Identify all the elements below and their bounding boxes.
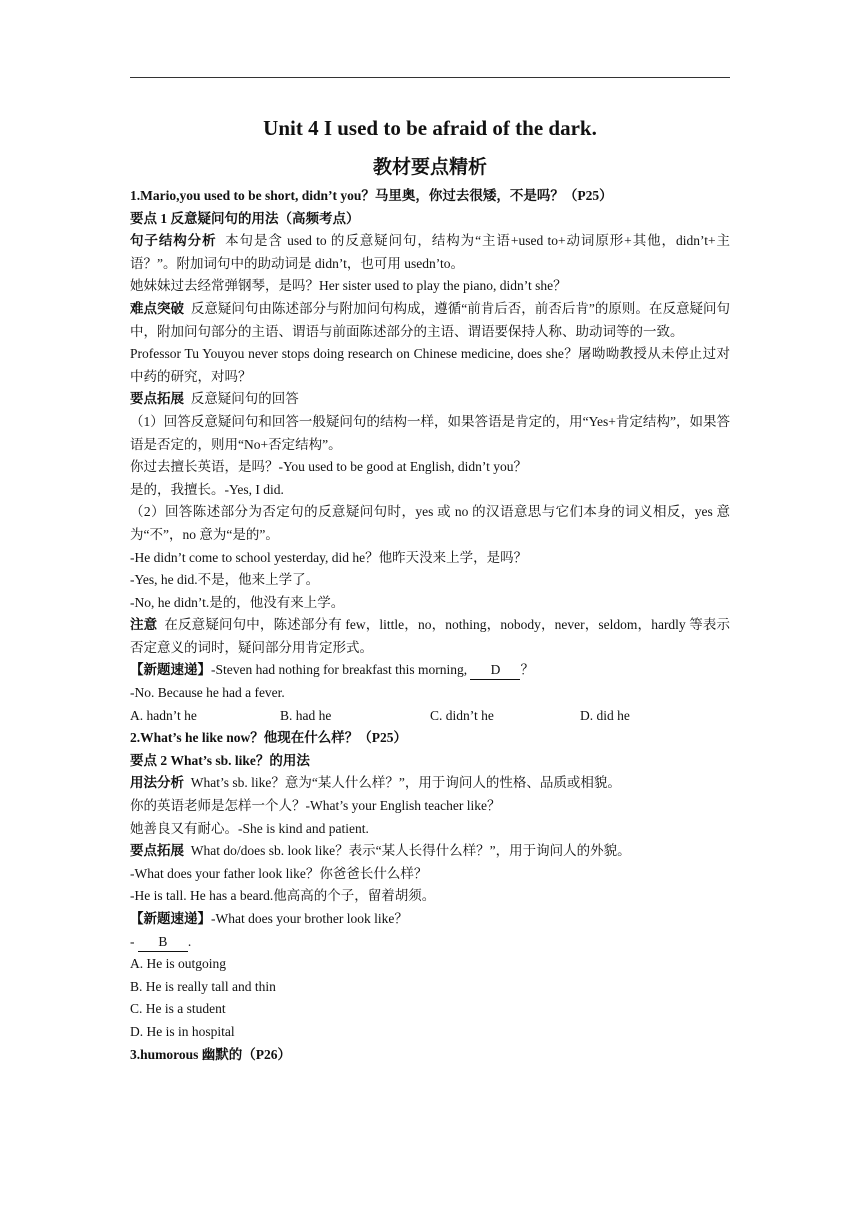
- section-2-heading: 2.What’s he like now？他现在什么样？（P25）: [130, 730, 408, 746]
- rule-2-example-2: -Yes, he did.不是，他来上学了。: [130, 572, 320, 588]
- section-2-extension: [130, 840, 730, 863]
- option-b: B. had he: [280, 707, 332, 723]
- section-2-answer-line: [130, 931, 730, 954]
- difficulty-text: 反意疑问句由陈述部分与附加问句构成，遵循“前肯后否，前否后肯”的原则。在反意疑问句中，附加问句部分的主语、谓语与前面陈述部分的主语、谓语要保持人称、助动词等的一致。: [130, 300, 731, 339]
- section-2-example-1: 你的英语老师是怎样一个人？-What’s your English teacher like？: [130, 798, 501, 814]
- rule-2: （2）回答陈述部分为否定句的反意疑问句时，yes 或 no 的汉语意思与它们本身的词义相反，yes 意为“不”，no 意为“是的”。: [130, 504, 730, 542]
- answer-blank-2: B: [138, 933, 188, 952]
- note-label: 注意: [130, 617, 158, 633]
- question-text: -Steven had nothing for breakfast this morning,: [211, 662, 468, 678]
- section-2-usage: [130, 772, 730, 795]
- option-d: D. did he: [580, 707, 630, 723]
- section-1-options: [130, 705, 730, 728]
- section-1-question: [130, 659, 730, 682]
- section-1-extension: [130, 388, 730, 411]
- extension-text-2: What do/does sb. look like？表示“某人长得什么样？”，用于询问人的外貌。: [190, 843, 631, 859]
- section-2-example-4: -He is tall. He has a beard.他高高的个子，留着胡须。: [130, 888, 436, 904]
- answer-prefix: -: [130, 933, 138, 949]
- section-1-analysis: [130, 230, 730, 275]
- rule-2-example-3: -No, he didn’t.是的，他没有来上学。: [130, 594, 345, 610]
- section-1-note: [130, 614, 730, 659]
- answer-blank: D: [470, 661, 520, 680]
- extension-text: 反意疑问句的回答: [190, 391, 299, 407]
- section-1-difficulty: [130, 298, 730, 343]
- section-2-question: [130, 908, 730, 931]
- question-label: 【新题速递】: [130, 662, 211, 678]
- question-text-2: -What does your brother look like？: [211, 911, 408, 926]
- section-1-example-2: Professor Tu Youyou never stops doing research on Chinese medicine, does she？屠呦呦教授从未停止过对中药的研究，对吗？: [130, 346, 730, 384]
- section-3-heading: 3.humorous 幽默的（P26）: [130, 1046, 292, 1062]
- section-1-question-line-2: -No. Because he had a fever.: [130, 685, 285, 701]
- extension-label: 要点拓展: [130, 391, 184, 407]
- rule-2-example-1: -He didn’t come to school yesterday, did he？他昨天没来上学，是吗？: [130, 549, 528, 565]
- section-2-example-2: 她善良又有耐心。-She is kind and patient.: [130, 820, 369, 836]
- header-rule: [130, 77, 730, 78]
- question-end: ？: [520, 662, 534, 678]
- document-body: [130, 112, 730, 1066]
- extension-label-2: 要点拓展: [130, 843, 184, 859]
- analysis-text: 本句是含 used to 的反意疑问句，结构为“主语+used to+动词原形+其他，didn’t+主语？”。附加词句中的助动词是 didn’t，也可用 usedn’to。: [130, 233, 731, 271]
- difficulty-label: 难点突破: [130, 300, 185, 316]
- section-2-option-c: C. He is a student: [130, 1001, 226, 1017]
- rule-1-example-2: 是的，我擅长。-Yes, I did.: [130, 481, 284, 497]
- section-2-option-a: A. He is outgoing: [130, 956, 226, 972]
- page-title: Unit 4 I used to be afraid of the dark.: [263, 116, 597, 140]
- option-a: A. hadn’t he: [130, 707, 197, 723]
- section-2-point: 要点 2 What’s sb. like？的用法: [130, 752, 310, 768]
- section-1-heading: 1.Mario,you used to be short, didn’t you？马里奥，你过去很矮，不是吗？（P25）: [130, 188, 613, 203]
- note-text: 在反意疑问句中，陈述部分有 few，little，no，nothing，nobody，never，seldom，hardly 等表示否定意义的词时，疑问部分用肯定形式。: [130, 617, 731, 655]
- question-label-2: 【新题速递】: [130, 911, 211, 926]
- option-c: C. didn’t he: [430, 707, 494, 723]
- usage-label: 用法分析: [130, 775, 184, 791]
- page-subtitle: 教材要点精析: [372, 157, 487, 178]
- answer-end: .: [187, 933, 192, 949]
- section-2-example-3: -What does your father look like？你爸爸长什么样？: [130, 865, 428, 881]
- section-1-point: 要点 1 反意疑问句的用法（高频考点）: [130, 210, 360, 226]
- usage-text: What’s sb. like？意为“某人什么样？”，用于询问人的性格、品质或相貌。: [190, 775, 621, 791]
- rule-1-example-1: 你过去擅长英语，是吗？-You used to be good at English, didn’t you？: [130, 459, 528, 475]
- section-2-option-d: D. He is in hospital: [130, 1023, 235, 1039]
- section-1-example-1: 她妹妹过去经常弹钢琴，是吗？Her sister used to play the piano, didn’t she？: [130, 278, 567, 294]
- rule-1: （1）回答反意疑问句和回答一般疑问句的结构一样，如果答语是肯定的，用“Yes+肯定结构”，如果答语是否定的，则用“No+否定结构”。: [130, 413, 730, 452]
- analysis-label: 句子结构分析: [130, 233, 217, 249]
- section-2-option-b: B. He is really tall and thin: [130, 978, 276, 994]
